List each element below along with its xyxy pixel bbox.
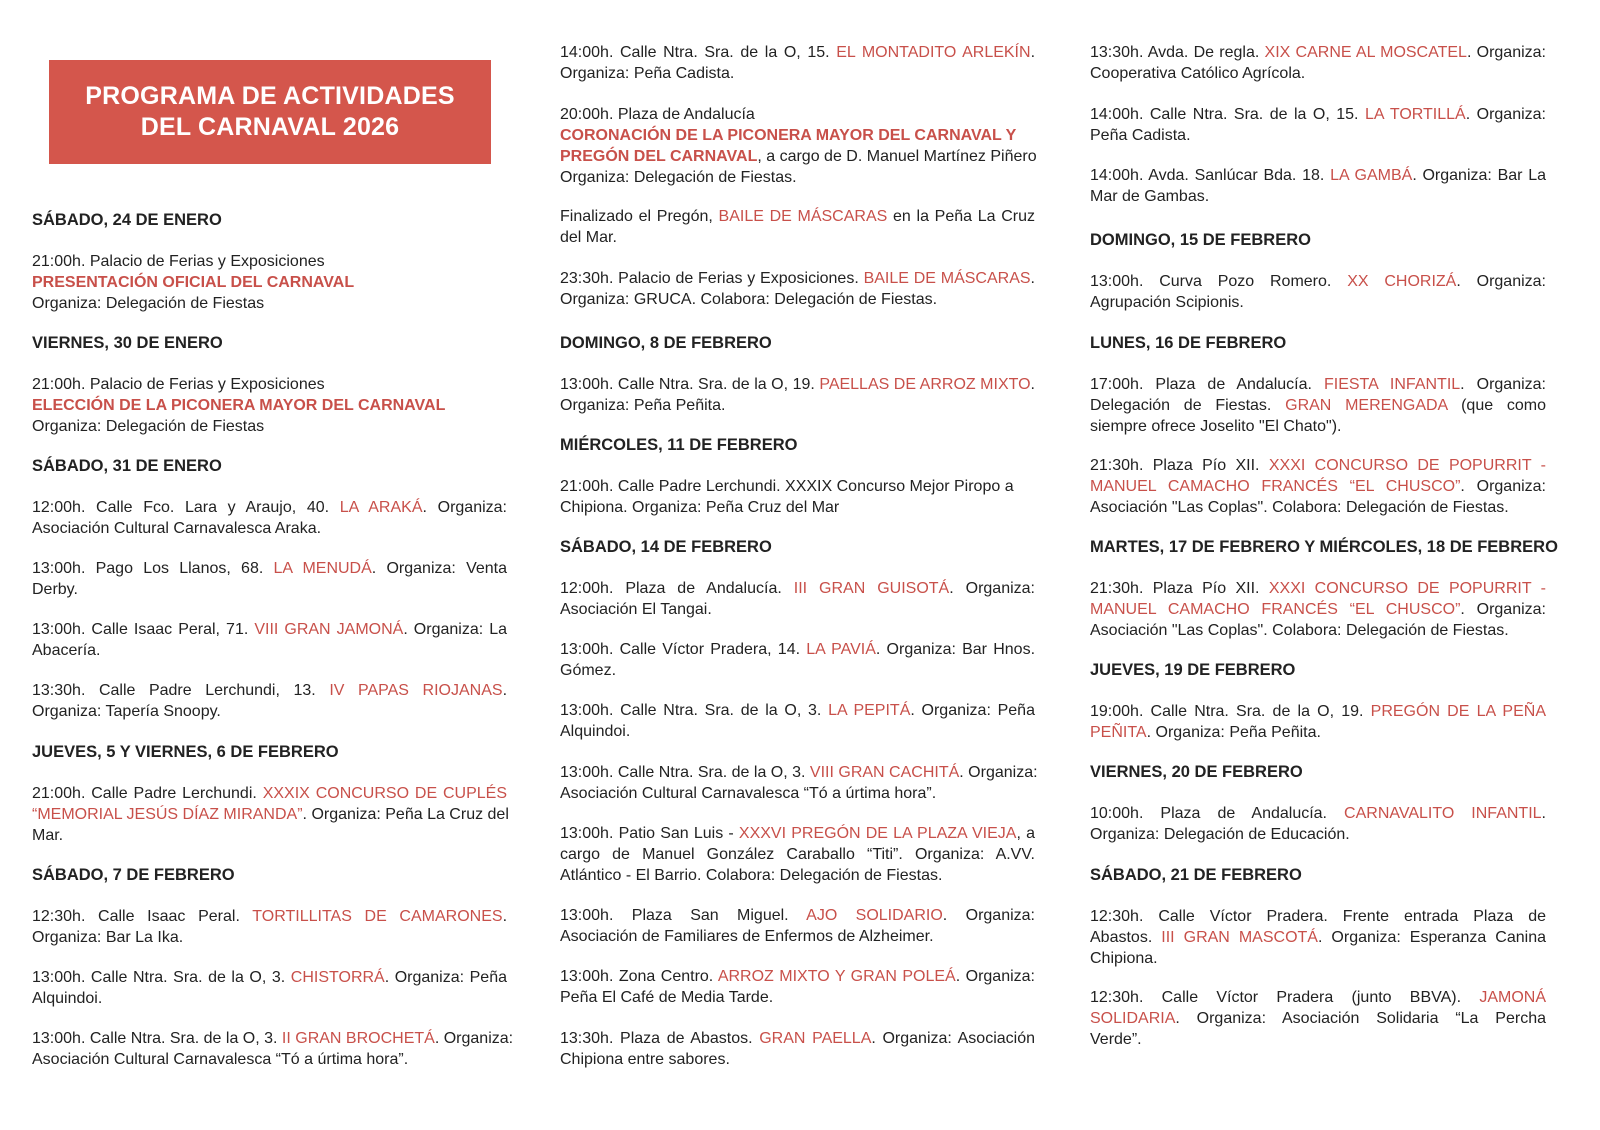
title-line-1: PROGRAMA DE ACTIVIDADES — [85, 82, 455, 110]
event-highlight: ELECCIÓN DE LA PICONERA MAYOR DEL CARNAVAL — [32, 397, 446, 414]
event-highlight: LA PAVIÁ — [806, 641, 876, 658]
event-text: Organiza: Delegación de Fiestas. — [560, 169, 797, 186]
event-text: Asociación "Las Coplas". Colabora: Delegación de Fiestas. — [1090, 622, 1509, 639]
day-heading: SÁBADO, 31 DE ENERO — [32, 457, 222, 475]
event-highlight: VIII GRAN CACHITÁ — [809, 764, 960, 781]
event-highlight: BAILE DE MÁSCARAS — [718, 208, 888, 225]
event-text: 10:00h. Plaza de Andalucía. — [1090, 805, 1327, 822]
event-text: 13:30h. Plaza de Abastos. — [560, 1030, 753, 1047]
event-text: Organiza: GRUCA. Colabora: Delegación de Fiestas. — [560, 291, 938, 308]
event-text: 13:00h. Calle Ntra. Sra. de la O, 3. — [560, 702, 822, 719]
day-heading: MARTES, 17 DE FEBRERO Y MIÉRCOLES, 18 DE FEBRERO — [1090, 538, 1558, 556]
event — [560, 206, 1035, 248]
event — [1090, 165, 1546, 207]
event-text: 12:30h. Calle Víctor Pradera (junto BBVA). — [1090, 989, 1462, 1006]
event-highlight: ARROZ MIXTO Y GRAN POLEÁ — [717, 968, 956, 985]
event-text: Asociación El Tangai. — [560, 601, 712, 618]
event-highlight: LA PEPITÁ — [828, 702, 911, 719]
event-text: . Organiza: — [1465, 106, 1546, 123]
event-highlight: PEÑITA — [1090, 724, 1147, 741]
event — [32, 1028, 514, 1070]
event-highlight: LA GAMBÁ — [1330, 167, 1413, 184]
day-heading: VIERNES, 30 DE ENERO — [32, 334, 223, 352]
event-highlight: XXXI CONCURSO DE POPURRIT - — [1268, 457, 1547, 474]
event-text: Organiza: Bar La Ika. — [32, 929, 184, 946]
day-heading: SÁBADO, 14 DE FEBRERO — [560, 538, 772, 556]
event-highlight: “MEMORIAL JESÚS DÍAZ MIRANDA” — [32, 806, 303, 823]
event-text: . Organiza: Asociación — [871, 1030, 1036, 1047]
event-text: 19:00h. Calle Ntra. Sra. de la O, 19. — [1090, 703, 1364, 720]
event-text: . Organiza: — [1466, 44, 1546, 61]
event-highlight: BAILE DE MÁSCARAS — [863, 270, 1031, 287]
event-text: . Organiza: Peña — [910, 702, 1035, 719]
event-text: . Organiza: Peña Peñita. — [1146, 724, 1321, 741]
event-highlight: LA MENUDÁ — [273, 560, 372, 577]
event-text: . Organiza: — [434, 1030, 514, 1047]
event — [32, 374, 507, 437]
event — [560, 578, 1035, 620]
event-text: . Organiza: — [422, 499, 508, 516]
event-highlight: CARNAVALITO INFANTIL — [1344, 805, 1542, 822]
event-text: cargo de Manuel González Caraballo “Titi”. Organiza: A.VV. — [560, 846, 1035, 863]
event — [560, 42, 1035, 84]
event — [560, 268, 1035, 310]
event — [560, 476, 1035, 518]
event-highlight: LA TORTILLÁ — [1364, 106, 1466, 123]
event-text: . Organiza: Peña La Cruz del — [302, 806, 509, 823]
event-text: . — [1030, 44, 1036, 61]
event-text: . Organiza: Asociación Solidaria “La Percha — [1175, 1010, 1546, 1027]
event-text: del Mar. — [560, 229, 617, 246]
event-text: Organiza: Peña Cadista. — [560, 65, 735, 82]
event — [32, 558, 507, 600]
event-text: 14:00h. Calle Ntra. Sra. de la O, 15. — [560, 44, 830, 61]
event — [560, 1028, 1035, 1070]
event-text: 13:00h. Calle Ntra. Sra. de la O, 19. — [560, 376, 815, 393]
event-text: Organiza: Delegación de Fiestas — [32, 295, 265, 312]
event-text: . Organiza: Venta — [371, 560, 507, 577]
event — [560, 966, 1035, 1008]
event-highlight: FIESTA INFANTIL — [1323, 376, 1461, 393]
event — [1090, 803, 1546, 845]
event-text: 12:30h. Calle Isaac Peral. — [32, 908, 240, 925]
day-heading: MIÉRCOLES, 11 DE FEBRERO — [560, 436, 798, 454]
day-heading: LUNES, 16 DE FEBRERO — [1090, 334, 1287, 352]
event-highlight: IV PAPAS RIOJANAS — [329, 682, 503, 699]
event-highlight: JAMONÁ — [1479, 989, 1546, 1006]
event-text: . Organiza: La — [403, 621, 507, 638]
event-highlight: VIII GRAN JAMONÁ — [254, 621, 404, 638]
event — [32, 251, 507, 314]
event-text: Asociación Cultural Carnavalesca “Tó a úrtima hora”. — [560, 785, 937, 802]
event-text: . — [1030, 376, 1035, 393]
title-banner — [49, 60, 491, 164]
event-text: . Organiza: Esperanza Canina — [1317, 929, 1547, 946]
event-text: . Organiza: — [1460, 376, 1546, 393]
event-text: (que como — [1461, 397, 1546, 414]
event-highlight: AJO SOLIDARIO — [806, 907, 943, 924]
event-text: 13:00h. Pago Los Llanos, 68. — [32, 560, 264, 577]
event-highlight: XIX CARNE AL MOSCATEL — [1264, 44, 1467, 61]
event — [32, 680, 507, 722]
event — [560, 104, 1035, 188]
event-highlight: XX CHORIZÁ — [1347, 273, 1457, 290]
day-heading: SÁBADO, 7 DE FEBRERO — [32, 866, 235, 884]
event-highlight: III GRAN MASCOTÁ — [1161, 929, 1318, 946]
event-text: 21:00h. Palacio de Ferias y Exposiciones — [32, 253, 325, 270]
event-text: 13:30h. Avda. De regla. — [1090, 44, 1260, 61]
event-text: 13:00h. Patio San Luis - — [560, 825, 734, 842]
event — [1090, 578, 1546, 641]
event-highlight: XXXIX CONCURSO DE CUPLÉS — [262, 785, 507, 802]
event-text: 12:30h. Calle Víctor Pradera. Frente entrada Plaza de — [1090, 908, 1546, 925]
event-highlight: II GRAN BROCHETÁ — [281, 1030, 435, 1047]
event-text: siempre ofrece Joselito "El Chato"). — [1090, 418, 1342, 435]
event-text: 20:00h. Plaza de Andalucía — [560, 106, 755, 123]
event-text: Organiza: Delegación de Educación. — [1090, 826, 1350, 843]
event-text: . — [502, 908, 508, 925]
event-text: . Organiza: — [955, 968, 1035, 985]
day-heading: VIERNES, 20 DE FEBRERO — [1090, 763, 1303, 781]
event-text: Delegación de Fiestas. — [1090, 397, 1272, 414]
event-text: Chipiona entre sabores. — [560, 1051, 730, 1068]
event-text: Organiza: Tapería Snoopy. — [32, 703, 221, 720]
event-text: Cooperativa Católico Agrícola. — [1090, 65, 1306, 82]
event-text: . Organiza: — [1460, 478, 1546, 495]
event-text: Chipiona. — [1090, 950, 1158, 967]
event-highlight: PAELLAS DE ARROZ MIXTO — [819, 376, 1031, 393]
event-text: Asociación Cultural Carnavalesca “Tó a úrtima hora”. — [32, 1051, 409, 1068]
event-text: 21:30h. Plaza Pío XII. — [1090, 457, 1260, 474]
event-highlight: PRESENTACIÓN OFICIAL DEL CARNAVAL — [32, 274, 355, 291]
event-highlight: PREGÓN DE LA PEÑA — [1370, 703, 1547, 720]
event — [560, 374, 1035, 416]
event-text: Asociación "Las Coplas". Colabora: Delegación de Fiestas. — [1090, 499, 1509, 516]
event-text: . — [1030, 270, 1035, 287]
event — [1090, 374, 1546, 437]
event-text: 17:00h. Plaza de Andalucía. — [1090, 376, 1312, 393]
day-heading: JUEVES, 19 DE FEBRERO — [1090, 661, 1296, 679]
event-highlight: MANUEL CAMACHO FRANCÉS “EL CHUSCO” — [1090, 601, 1461, 618]
event-text: 13:30h. Calle Padre Lerchundi, 13. — [32, 682, 316, 699]
event — [1090, 987, 1546, 1050]
event-text: Gómez. — [560, 662, 617, 679]
event-text: Organiza: Peña Peñita. — [560, 397, 726, 414]
event-text: 13:00h. Plaza San Miguel. — [560, 907, 789, 924]
title-line-2: DEL CARNAVAL 2026 — [140, 113, 400, 141]
event-text: 13:00h. Calle Ntra. Sra. de la O, 3. — [32, 969, 286, 986]
event-text: , a cargo de D. Manuel Martínez Piñero — [757, 148, 1037, 165]
event-highlight: PREGÓN DEL CARNAVAL — [560, 148, 758, 165]
event-text: 14:00h. Calle Ntra. Sra. de la O, 15. — [1090, 106, 1359, 123]
event — [1090, 701, 1546, 743]
event-text: 12:00h. Plaza de Andalucía. — [560, 580, 782, 597]
event-highlight: MANUEL CAMACHO FRANCÉS “EL CHUSCO” — [1090, 478, 1461, 495]
event-text: 21:30h. Plaza Pío XII. — [1090, 580, 1260, 597]
event-text: Organiza: Delegación de Fiestas — [32, 418, 265, 435]
event-highlight: GRAN PAELLA — [759, 1030, 872, 1047]
event-text: . Organiza: — [1460, 601, 1546, 618]
event-highlight: LA ARAKÁ — [339, 499, 423, 516]
event-highlight: EL MONTADITO ARLEKÍN — [836, 44, 1031, 61]
event-text: , a — [1016, 825, 1035, 842]
event-text: Peña Cadista. — [1090, 127, 1191, 144]
event — [560, 762, 1038, 804]
event-text: 13:00h. Calle Isaac Peral, 71. — [32, 621, 249, 638]
event — [560, 700, 1035, 742]
event-text: 21:00h. Palacio de Ferias y Exposiciones — [32, 376, 325, 393]
event-highlight: XXXI CONCURSO DE POPURRIT - — [1268, 580, 1547, 597]
event-text: . Organiza: Bar Hnos. — [875, 641, 1036, 658]
event-text: Finalizado el Pregón, — [560, 208, 713, 225]
event-text: Derby. — [32, 581, 78, 598]
event-highlight: III GRAN GUISOTÁ — [793, 580, 950, 597]
event-text: . Organiza: — [942, 907, 1035, 924]
event-text: 23:30h. Palacio de Ferias y Exposiciones. — [560, 270, 859, 287]
event-text: Alquindoi. — [32, 990, 103, 1007]
event-text: . — [1541, 805, 1546, 822]
event-highlight: XXXVI PREGÓN DE LA PLAZA VIEJA — [738, 825, 1017, 842]
day-heading: SÁBADO, 21 DE FEBRERO — [1090, 866, 1302, 884]
event-text: Alquindoi. — [560, 723, 631, 740]
event-text: Agrupación Scipionis. — [1090, 294, 1244, 311]
event-text: Mar de Gambas. — [1090, 188, 1210, 205]
event — [1090, 455, 1546, 518]
event-text: . — [502, 682, 508, 699]
event-text: . Organiza: — [959, 764, 1038, 781]
event-text: . Organiza: Peña — [384, 969, 508, 986]
event-text: 21:00h. Calle Padre Lerchundi. XXXIX Concurso Mejor Piropo a — [560, 478, 1014, 495]
event-highlight: SOLIDARIA — [1090, 1010, 1176, 1027]
event-highlight: CORONACIÓN DE LA PICONERA MAYOR DEL CARNAVAL Y — [560, 127, 1017, 144]
event — [1090, 104, 1546, 146]
day-heading: JUEVES, 5 Y VIERNES, 6 DE FEBRERO — [32, 743, 339, 761]
event-highlight: TORTILLITAS DE CAMARONES — [252, 908, 503, 925]
event — [560, 823, 1035, 886]
event-text: Asociación de Familiares de Enfermos de Alzheimer. — [560, 928, 934, 945]
event — [1090, 271, 1546, 313]
event-text: . Organiza: — [1456, 273, 1546, 290]
event-text: 13:00h. Calle Ntra. Sra. de la O, 3. — [32, 1030, 278, 1047]
day-heading: DOMINGO, 8 DE FEBRERO — [560, 334, 772, 352]
event — [32, 497, 507, 539]
event-text: Asociación Cultural Carnavalesca Araka. — [32, 520, 322, 537]
event — [560, 905, 1035, 947]
day-heading: DOMINGO, 15 DE FEBRERO — [1090, 231, 1311, 249]
event-text: 13:00h. Zona Centro. — [560, 968, 714, 985]
event — [1090, 906, 1546, 969]
event-text: Abastos. — [1090, 929, 1153, 946]
event-text: Chipiona. Organiza: Peña Cruz del Mar — [560, 499, 840, 516]
day-heading: SÁBADO, 24 DE ENERO — [32, 211, 222, 229]
event — [560, 639, 1035, 681]
event-text: 21:00h. Calle Padre Lerchundi. — [32, 785, 257, 802]
event-text: 12:00h. Calle Fco. Lara y Araujo, 40. — [32, 499, 330, 516]
event-text: Atlántico - El Barrio. Colabora: Delegación de Fiestas. — [560, 867, 943, 884]
event-text: Mar. — [32, 827, 64, 844]
event-text: 14:00h. Avda. Sanlúcar Bda. 18. — [1090, 167, 1325, 184]
event — [32, 967, 507, 1009]
event — [32, 783, 507, 846]
event-text: 13:00h. Calle Víctor Pradera, 14. — [560, 641, 801, 658]
event-text: Verde”. — [1090, 1031, 1142, 1048]
event-text: Abacería. — [32, 642, 101, 659]
event — [32, 906, 507, 948]
event — [1090, 42, 1546, 84]
event-text: Peña El Café de Media Tarde. — [560, 989, 774, 1006]
event-highlight: CHISTORRÁ — [290, 969, 385, 986]
event-text: . Organiza: Bar La — [1412, 167, 1547, 184]
event-text: en la Peña La Cruz — [893, 208, 1035, 225]
event — [32, 619, 507, 661]
event-text: . Organiza: — [949, 580, 1035, 597]
event-text: 13:00h. Curva Pozo Romero. — [1090, 273, 1332, 290]
event-text: 13:00h. Calle Ntra. Sra. de la O, 3. — [560, 764, 806, 781]
event-highlight: GRAN MERENGADA — [1285, 397, 1448, 414]
